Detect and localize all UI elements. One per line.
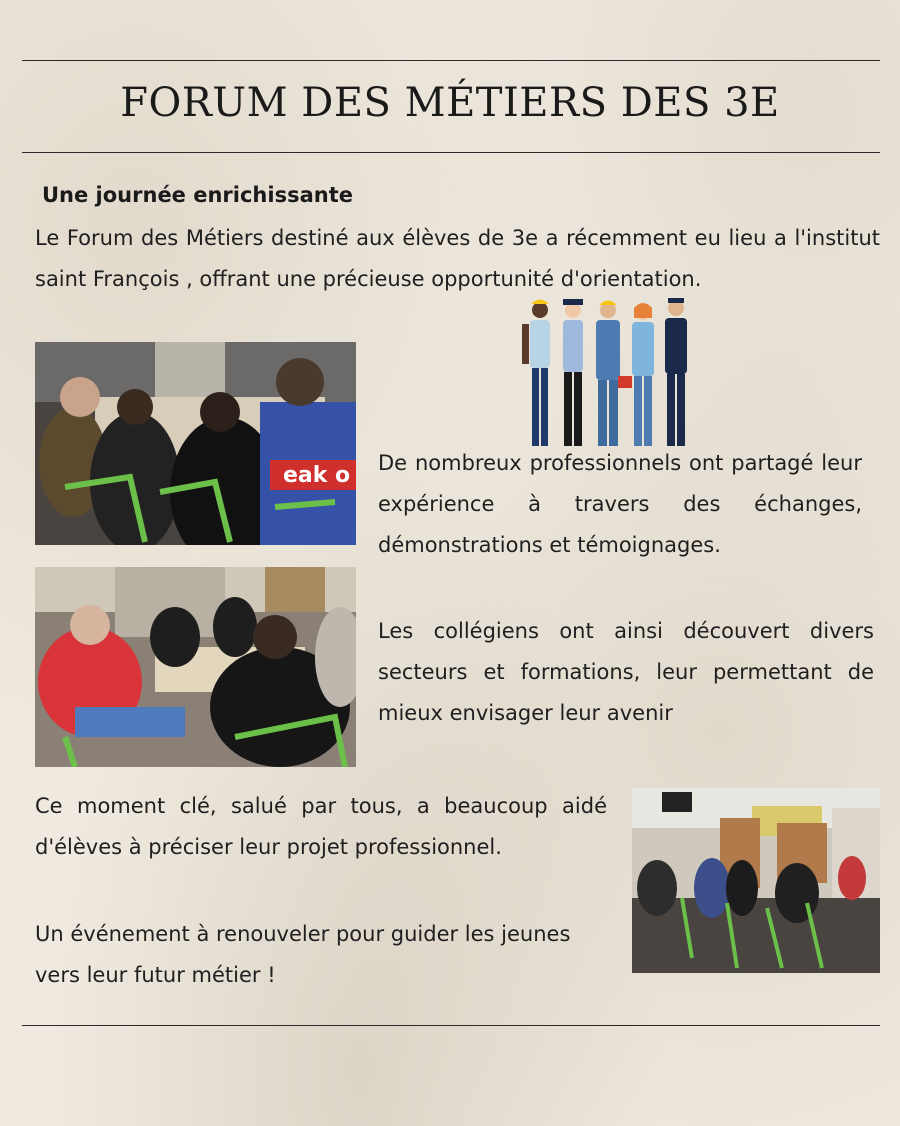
photo-students-table-2 bbox=[35, 567, 356, 767]
title-rule bbox=[22, 152, 880, 153]
paragraph-renew: Un événement à renouveler pour guider les jeunes vers leur futur métier ! bbox=[35, 922, 571, 987]
bottom-rule bbox=[22, 1025, 880, 1026]
photo-students-table-1 bbox=[35, 342, 356, 545]
section-subtitle: Une journée enrichissante bbox=[42, 183, 353, 207]
paragraph-professionals: De nombreux professionnels ont partagé leur expérience à travers des échanges, démonstrations et témoignages. bbox=[378, 451, 862, 557]
paragraph-key-moment: Ce moment clé, salué par tous, a beaucoup aidé d'élèves à préciser leur projet professionnel. bbox=[35, 794, 607, 859]
photo-forum-hall bbox=[632, 788, 880, 973]
page-title: FORUM DES MÉTIERS DES 3E bbox=[120, 80, 780, 126]
intro-paragraph: Le Forum des Métiers destiné aux élèves de 3e a récemment eu lieu a l'institut saint François , offrant une précieuse opportunité d'orientation. bbox=[35, 226, 880, 291]
top-rule bbox=[22, 60, 880, 61]
paragraph-collegians: Les collégiens ont ainsi découvert divers secteurs et formations, leur permettant de mieux envisager leur avenir bbox=[378, 619, 874, 725]
workers-group-icon bbox=[518, 296, 693, 456]
shirt-text: eak o bbox=[283, 463, 351, 488]
